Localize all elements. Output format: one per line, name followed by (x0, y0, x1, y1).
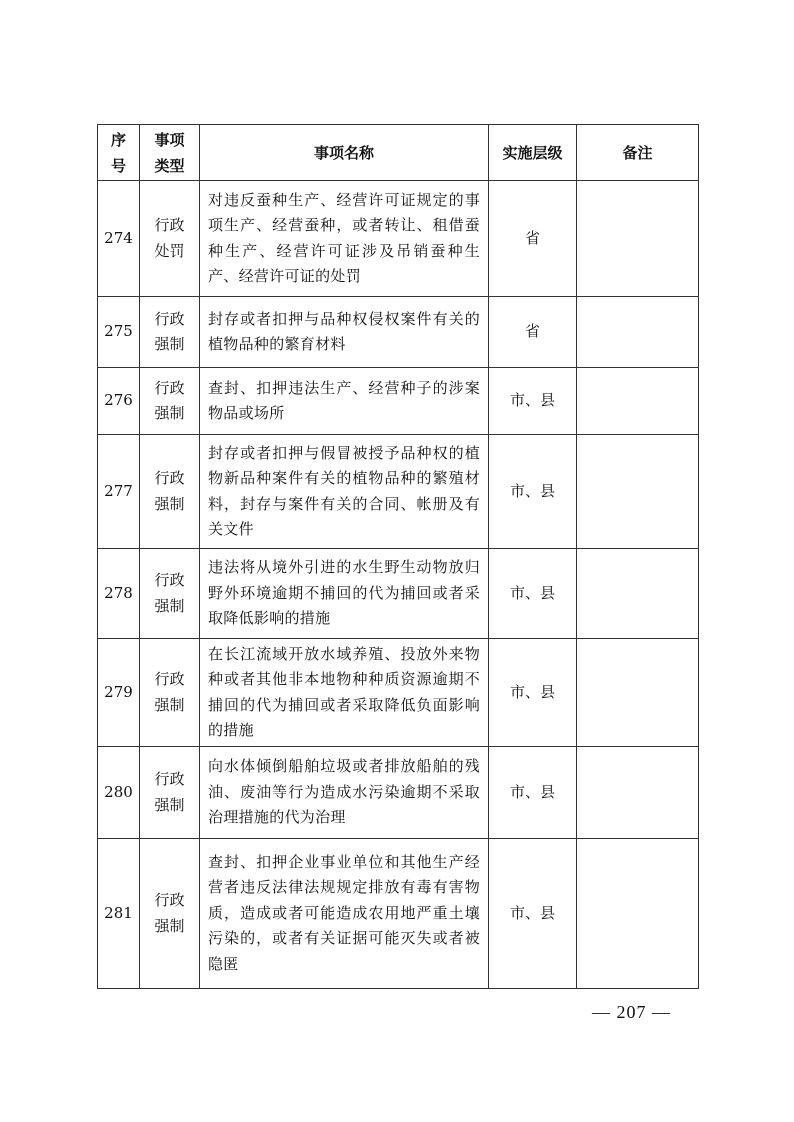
header-note: 备注 (577, 125, 699, 181)
row-no: 281 (98, 839, 140, 989)
row-type: 行政 强制 (140, 639, 200, 747)
row-name: 对违反蚕种生产、经营许可证规定的事项生产、经营蚕种，或者转让、租借蚕种生产、经营许可证涉及吊销蚕种生产、经营许可证的处罚 (200, 181, 489, 297)
row-level: 市、县 (489, 747, 577, 839)
table-row (98, 181, 699, 297)
row-no: 274 (98, 181, 140, 297)
row-type: 行政 处罚 (140, 181, 200, 297)
header-level: 实施层级 (489, 125, 577, 181)
row-level: 市、县 (489, 368, 577, 435)
row-no: 276 (98, 368, 140, 435)
row-type: 行政 强制 (140, 435, 200, 549)
header-row (98, 125, 699, 181)
row-name: 查封、扣押企业事业单位和其他生产经营者违反法律法规规定排放有毒有害物质，造成或者可能造成农用地严重土壤污染的，或者有关证据可能灭失或者被隐匿 (200, 839, 489, 989)
table-row (98, 639, 699, 747)
row-note (577, 181, 699, 297)
header-name: 事项名称 (200, 125, 489, 181)
table-row (98, 435, 699, 549)
row-level: 省 (489, 181, 577, 297)
row-type: 行政 强制 (140, 549, 200, 639)
row-note (577, 747, 699, 839)
row-name: 查封、扣押违法生产、经营种子的涉案物品或场所 (200, 368, 489, 435)
table-row (98, 747, 699, 839)
row-level: 市、县 (489, 549, 577, 639)
header-type: 事项 类型 (140, 125, 200, 181)
row-note (577, 639, 699, 747)
row-name: 在长江流域开放水域养殖、投放外来物种或者其他非本地物种种质资源逾期不捕回的代为捕回或者采取降低负面影响的措施 (200, 639, 489, 747)
page-number: — 207 — (592, 1002, 671, 1022)
row-type: 行政 强制 (140, 747, 200, 839)
items-table (97, 124, 699, 989)
row-note (577, 435, 699, 549)
row-note (577, 839, 699, 989)
row-type: 行政 强制 (140, 297, 200, 368)
table-row (98, 839, 699, 989)
header-no: 序 号 (98, 125, 140, 181)
row-level: 省 (489, 297, 577, 368)
row-type: 行政 强制 (140, 839, 200, 989)
row-name: 封存或者扣押与品种权侵权案件有关的植物品种的繁育材料 (200, 297, 489, 368)
row-no: 277 (98, 435, 140, 549)
row-no: 280 (98, 747, 140, 839)
table-row (98, 549, 699, 639)
row-type: 行政 强制 (140, 368, 200, 435)
row-note (577, 297, 699, 368)
row-level: 市、县 (489, 639, 577, 747)
row-name: 向水体倾倒船舶垃圾或者排放船舶的残油、废油等行为造成水污染逾期不采取治理措施的代为治理 (200, 747, 489, 839)
row-level: 市、县 (489, 435, 577, 549)
row-note (577, 549, 699, 639)
row-no: 275 (98, 297, 140, 368)
row-level: 市、县 (489, 839, 577, 989)
row-name: 违法将从境外引进的水生野生动物放归野外环境逾期不捕回的代为捕回或者采取降低影响的措施 (200, 549, 489, 639)
row-no: 279 (98, 639, 140, 747)
table-row (98, 297, 699, 368)
row-no: 278 (98, 549, 140, 639)
table-row (98, 368, 699, 435)
row-name: 封存或者扣押与假冒被授予品种权的植物新品种案件有关的植物品种的繁殖材料，封存与案件有关的合同、帐册及有关文件 (200, 435, 489, 549)
row-note (577, 368, 699, 435)
